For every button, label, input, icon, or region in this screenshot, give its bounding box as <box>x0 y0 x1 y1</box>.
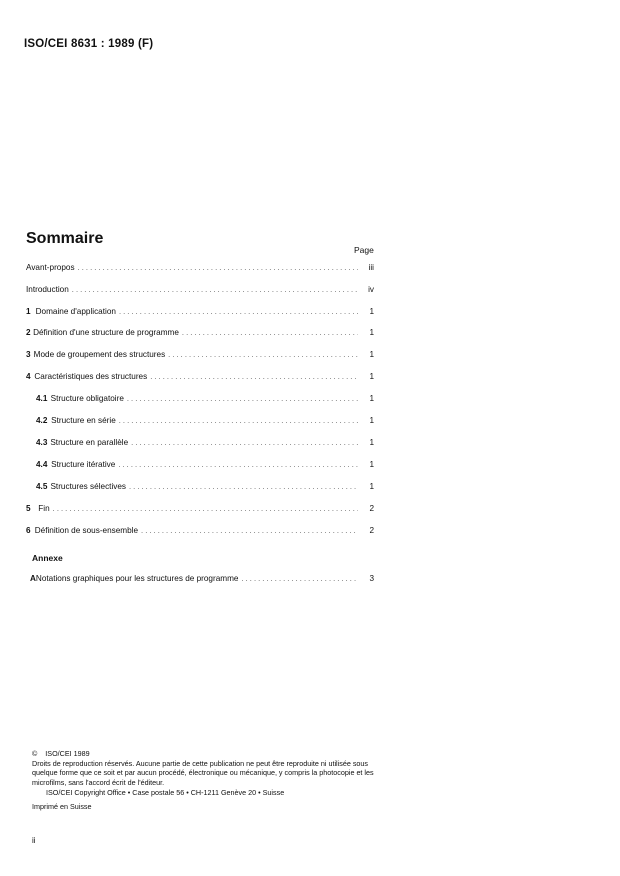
toc-section-number: 4 <box>26 372 31 381</box>
toc-section-number: 4.2 <box>36 416 48 425</box>
toc-entry-3[interactable] <box>26 350 374 362</box>
toc-leader-dots <box>53 504 358 513</box>
toc-label: Structure en série <box>51 416 116 425</box>
toc-section-number: 2 <box>26 328 31 337</box>
toc-section-number: 1 <box>26 307 31 316</box>
page-title: Sommaire <box>26 230 104 247</box>
toc-section-number: 4.5 <box>36 482 48 491</box>
toc-entry-5[interactable] <box>26 504 374 516</box>
toc-section-number: A <box>30 574 36 583</box>
toc-label: Définition de sous-ensemble <box>34 526 139 535</box>
toc-label: Introduction <box>26 285 69 294</box>
toc-page-number: iv <box>368 285 374 294</box>
copyright-icon: © <box>32 749 38 758</box>
toc-leader-dots <box>168 350 358 359</box>
toc-leader-dots <box>129 482 358 491</box>
toc-page-number: 2 <box>369 504 374 513</box>
toc-entry-4-3[interactable] <box>36 438 374 450</box>
toc-page-number: 1 <box>369 350 374 359</box>
toc-page-number: iii <box>368 263 374 272</box>
toc-section-number: 3 <box>26 350 31 359</box>
toc-entry-4[interactable] <box>26 372 374 384</box>
toc-leader-dots <box>119 416 358 425</box>
toc-section-number: 4.1 <box>36 394 48 403</box>
toc-section-number: 4.4 <box>36 460 48 469</box>
toc-entry-2[interactable] <box>26 328 374 340</box>
toc-entry-annexe-a[interactable] <box>30 574 374 586</box>
page-number: ii <box>32 836 36 845</box>
toc-leader-dots <box>131 438 358 447</box>
toc-leader-dots <box>182 328 358 337</box>
toc-entry-introduction[interactable] <box>26 285 374 297</box>
toc-leader-dots <box>141 526 358 535</box>
rights-notice: Droits de reproduction réservés. Aucune partie de cette publication ne peut être reproduite ni utilisée sous quelque forme que ce soit et par aucun procédé, électronique ou mécanique, y compris la photocopie et les microfilms, sans l'accord écrit de l'éditeur. <box>32 758 374 787</box>
toc-entry-4-2[interactable] <box>36 416 374 428</box>
toc-label: Structure en parallèle <box>50 438 129 447</box>
toc-label: Structures sélectives <box>50 482 127 491</box>
document-reference: ISO/CEI 8631 : 1989 (F) <box>24 38 154 50</box>
copyright-holder: ISO/CEI 1989 <box>45 749 90 758</box>
toc-label: Structure itérative <box>51 460 116 469</box>
page-column-heading: Page <box>354 245 374 255</box>
publisher-address: ISO/CEI Copyright Office • Case postale 56 • CH-1211 Genève 20 • Suisse <box>46 788 285 798</box>
toc-label: Définition d'une structure de programme <box>33 328 179 337</box>
toc-label: Structure obligatoire <box>50 394 124 403</box>
copyright-footer <box>32 749 382 812</box>
toc-page-number: 1 <box>369 460 374 469</box>
printed-in: Imprimé en Suisse <box>32 801 92 811</box>
toc-entry-avant-propos[interactable] <box>26 263 374 275</box>
toc-page-number: 1 <box>369 416 374 425</box>
toc-entry-4-5[interactable] <box>36 482 374 494</box>
toc-entry-1[interactable] <box>26 307 374 319</box>
toc-label: Caractéristiques des structures <box>34 372 148 381</box>
toc-page-number: 1 <box>369 394 374 403</box>
toc-entry-4-4[interactable] <box>36 460 374 472</box>
toc-entry-6[interactable] <box>26 526 374 538</box>
annexe-heading: Annexe <box>32 553 63 563</box>
copyright-line <box>32 749 382 759</box>
toc-label: Notations graphiques pour les structures de programme <box>35 574 239 583</box>
toc-leader-dots <box>241 574 358 583</box>
toc-page-number: 1 <box>369 307 374 316</box>
toc-label: Mode de groupement des structures <box>33 350 166 359</box>
toc-leader-dots <box>78 263 358 272</box>
toc-leader-dots <box>118 460 358 469</box>
toc-label: Fin <box>38 504 50 513</box>
toc-leader-dots <box>72 285 358 294</box>
toc-section-number: 5 <box>26 504 31 513</box>
toc-page-number: 1 <box>369 372 374 381</box>
toc-entry-4-1[interactable] <box>36 394 374 406</box>
toc-section-number: 4.3 <box>36 438 48 447</box>
toc-page-number: 1 <box>369 438 374 447</box>
toc-leader-dots <box>127 394 358 403</box>
toc-page-number: 1 <box>369 328 374 337</box>
toc-leader-dots <box>119 307 358 316</box>
toc-page-number: 3 <box>369 574 374 583</box>
toc-page-number: 1 <box>369 482 374 491</box>
toc-label: Avant-propos <box>26 263 75 272</box>
toc-label: Domaine d'application <box>35 307 116 316</box>
toc-page-number: 2 <box>369 526 374 535</box>
toc-section-number: 6 <box>26 526 31 535</box>
toc-leader-dots <box>150 372 358 381</box>
